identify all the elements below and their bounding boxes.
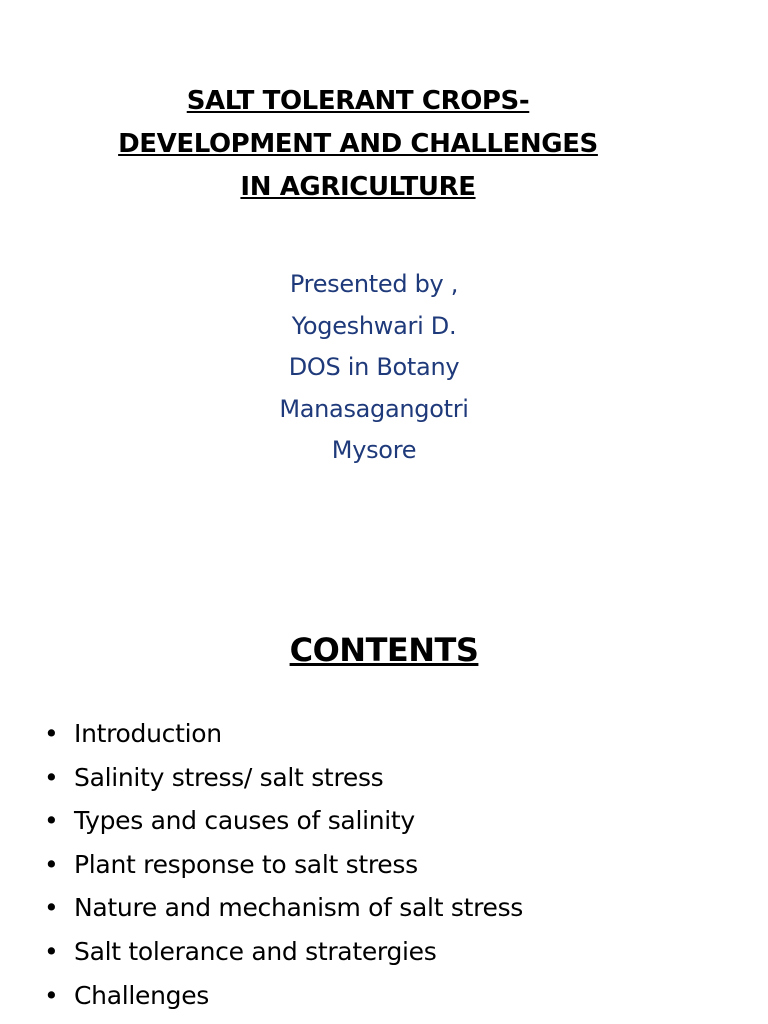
list-item	[40, 712, 740, 756]
list-item	[40, 974, 740, 1018]
contents-heading: CONTENTS	[289, 631, 479, 669]
list-item-label: Introduction	[74, 719, 222, 748]
list-item-label: Salinity stress/ salt stress	[74, 762, 384, 792]
list-item	[40, 886, 740, 930]
title-line: SALT TOLERANT CROPS-	[186, 86, 530, 116]
list-item	[40, 756, 740, 800]
list-item-label: Plant response to salt stress	[74, 849, 418, 879]
presenter-name: Yogeshwari D.	[291, 311, 457, 340]
bullet-icon: •	[44, 936, 59, 966]
list-item-label: Types and causes of salinity	[74, 806, 415, 836]
list-item	[40, 799, 740, 843]
list-item-label: Challenges	[74, 980, 210, 1010]
list-item	[40, 930, 740, 974]
contents-list	[40, 712, 740, 1017]
presenter-info	[174, 264, 574, 472]
bullet-icon: •	[44, 719, 59, 748]
presenter-city: Mysore	[331, 436, 417, 464]
presenter-campus: Manasagangotri	[279, 394, 469, 423]
list-item-label: Salt tolerance and stratergies	[74, 936, 437, 966]
list-item	[40, 843, 740, 887]
bullet-icon: •	[44, 806, 59, 836]
presented-by-label: Presented by ,	[289, 270, 459, 298]
list-item-label: Nature and mechanism of salt stress	[74, 893, 524, 923]
title-line: IN AGRICULTURE	[240, 172, 476, 202]
bullet-icon: •	[44, 893, 59, 923]
slide-title	[48, 80, 668, 209]
bullet-icon: •	[44, 762, 59, 792]
title-line: DEVELOPMENT AND CHALLENGES	[118, 129, 598, 159]
bullet-icon: •	[44, 980, 59, 1010]
bullet-icon: •	[44, 849, 59, 879]
presenter-department: DOS in Botany	[288, 353, 460, 381]
